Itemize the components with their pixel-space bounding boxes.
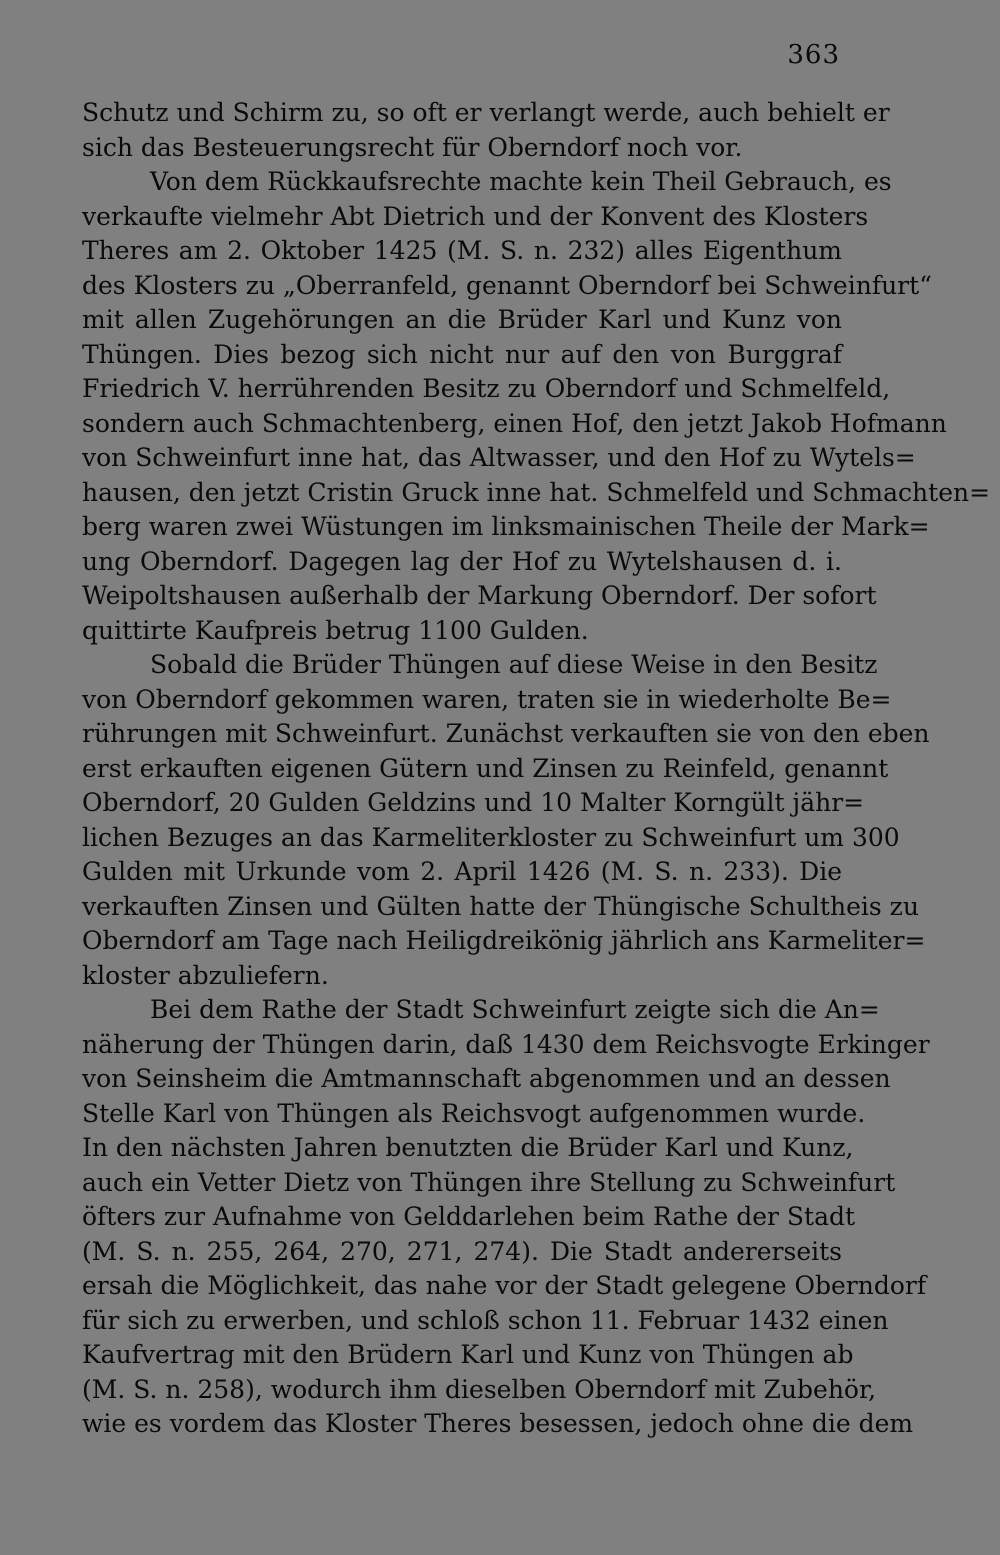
body-text [82,96,991,1442]
text-line: öfters zur Aufnahme von Gelddarlehen beim Rathe der Stadt [82,1202,856,1231]
text-line: kloster abzuliefern. [82,960,329,990]
text-line: Gulden mit Urkunde vom 2. April 1426 (M. S. n. 233). Die [82,857,842,886]
text-line: ersah die Möglichkeit, das nahe vor der Stadt gelegene Oberndorf [82,1271,927,1300]
text-line: Von dem Rückkaufsrechte machte kein Theil Gebrauch, es [150,167,892,196]
text-line: berg waren zwei Wüstungen im linksmainischen Theile der Mark= [82,512,930,541]
text-line: verkaufte vielmehr Abt Dietrich und der Konvent des Klosters [82,201,869,231]
text-line: Weipoltshausen außerhalb der Markung Oberndorf. Der sofort [82,581,877,610]
text-line: des Klosters zu „Oberranfeld, genannt Oberndorf bei Schweinfurt“ [82,270,932,300]
text-line: Schutz und Schirm zu, so oft er verlangt werde, auch behielt er [82,98,890,127]
text-line: Oberndorf, 20 Gulden Geldzins und 10 Malter Korngült jähr= [82,788,865,817]
text-line: mit allen Zugehörungen an die Brüder Karl und Kunz von [82,305,842,334]
text-line: verkauften Zinsen und Gülten hatte der Thüngische Schultheis zu [82,891,919,921]
text-line: hausen, den jetzt Cristin Gruck inne hat. Schmelfeld und Schmachten= [82,477,991,507]
text-line: Theres am 2. Oktober 1425 (M. S. n. 232) alles Eigenthum [82,236,842,265]
text-line: (M. S. n. 258), wodurch ihm dieselben Oberndorf mit Zubehör, [82,1374,877,1404]
text-line: für sich zu erwerben, und schloß schon 11. Februar 1432 einen [82,1305,889,1335]
text-line: wie es vordem das Kloster Theres besessen, jedoch ohne die dem [82,1409,914,1438]
text-line: Stelle Karl von Thüngen als Reichsvogt aufgenommen wurde. [82,1098,866,1128]
text-line: sich das Besteuerungsrecht für Oberndorf noch vor. [82,132,743,162]
text-line: sondern auch Schmachtenberg, einen Hof, den jetzt Jakob Hofmann [82,408,947,438]
text-line: Kaufvertrag mit den Brüdern Karl und Kunz von Thüngen ab [82,1340,854,1369]
text-line: Bei dem Rathe der Stadt Schweinfurt zeigte sich die An= [150,995,880,1024]
text-line: Thüngen. Dies bezog sich nicht nur auf den von Burggraf [82,339,842,369]
text-line: von Oberndorf gekommen waren, traten sie in wiederholte Be= [82,684,892,714]
text-line: näherung der Thüngen darin, daß 1430 dem Reichsvogte Erkinger [82,1029,930,1059]
text-line: rührungen mit Schweinfurt. Zunächst verkauften sie von den eben [82,719,930,748]
text-line: quittirte Kaufpreis betrug 1100 Gulden. [82,615,589,645]
text-line: von Schweinfurt inne hat, das Altwasser, und den Hof zu Wytels= [82,443,916,472]
text-line: Sobald die Brüder Thüngen auf diese Weise in den Besitz [150,650,878,679]
text-line: Oberndorf am Tage nach Heiligdreikönig jährlich ans Karmeliter= [82,926,926,955]
text-line: lichen Bezuges an das Karmeliterkloster zu Schweinfurt um 300 [82,822,900,852]
text-line: Friedrich V. herrührenden Besitz zu Oberndorf und Schmelfeld, [82,374,891,403]
text-line: In den nächsten Jahren benutzten die Brüder Karl und Kunz, [82,1133,854,1162]
text-line: erst erkauften eigenen Gütern und Zinsen zu Reinfeld, genannt [82,753,889,783]
page-number: 363 [787,40,840,70]
text-line: (M. S. n. 255, 264, 270, 271, 274). Die Stadt andererseits [82,1236,842,1266]
text-line: von Seinsheim die Amtmannschaft abgenommen und an dessen [82,1064,891,1093]
text-line: ung Oberndorf. Dagegen lag der Hof zu Wytelshausen d. i. [82,546,842,576]
text-line: auch ein Vetter Dietz von Thüngen ihre Stellung zu Schweinfurt [82,1167,896,1197]
